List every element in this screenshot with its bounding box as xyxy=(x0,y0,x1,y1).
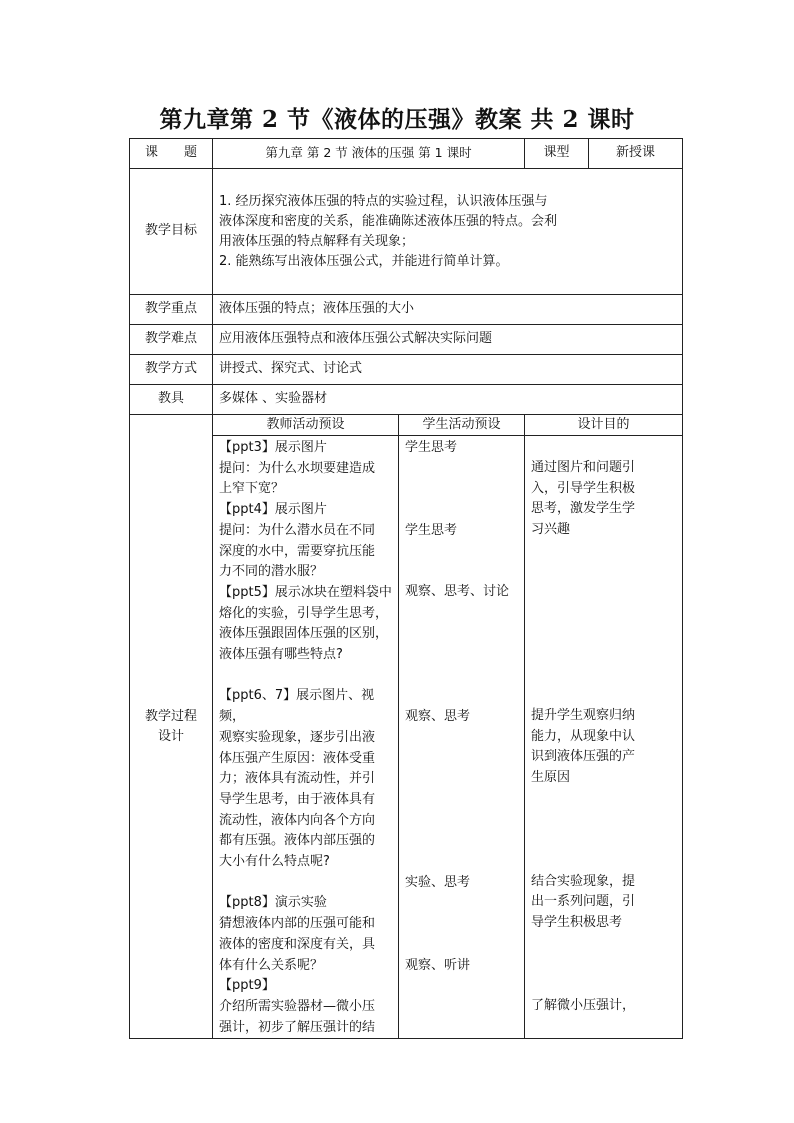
purpose-column xyxy=(525,436,683,1039)
student-item: 观察、听讲 xyxy=(405,957,471,973)
tools-text: 多媒体 、实验器材 xyxy=(213,385,683,415)
student-item: 实验、思考 xyxy=(405,874,471,890)
student-item: 学生思考 xyxy=(405,522,458,538)
topic-row xyxy=(130,139,683,169)
key-points-label: 教学重点 xyxy=(130,295,213,325)
purpose-item: 了解微小压强计， xyxy=(531,997,636,1013)
purpose-column-header: 设计目的 xyxy=(525,415,683,436)
type-label: 课型 xyxy=(525,139,589,169)
teacher-activities xyxy=(213,436,399,1039)
difficulties-row xyxy=(130,325,683,355)
tools-row xyxy=(130,385,683,415)
purpose-item: 通过图片和问题引 入，引导学生积极 思考，激发学生学 习兴趣 xyxy=(531,460,636,538)
methods-label: 教学方式 xyxy=(130,355,213,385)
key-points-row xyxy=(130,295,683,325)
type-value: 新授课 xyxy=(589,139,683,169)
student-activities xyxy=(399,436,525,1039)
goals-label: 教学目标 xyxy=(130,169,213,295)
student-item: 学生思考 xyxy=(405,440,458,455)
teacher-block: 【ppt8】演示实验 猜想液体内部的压强可能和 液体的密度和深度有关，具 体有什么关系呢？ 【ppt9】 介绍所需实验器材—微小压 强计，初步了解压强计的结 xyxy=(219,895,376,1035)
goals-text: 1. 经历探究液体压强的特点的实验过程，认识液体压强与 液体深度和密度的关系，能准确陈述液体压强的特点。会利 用液体压强的特点解释有关现象； 2. 能熟练写出液体压强公式，并能进行简单计算。 xyxy=(213,169,683,295)
student-item: 观察、思考、讨论 xyxy=(405,584,510,600)
purpose-item: 提升学生观察归纳 能力，从现象中认 识到液体压强的产 生原因 xyxy=(531,707,636,785)
tools-label: 教具 xyxy=(130,385,213,415)
purpose-item: 结合实验现象，提 出一系列问题，引 导学生积极思考 xyxy=(531,873,636,931)
lesson-plan-table xyxy=(129,138,683,1039)
process-header-row xyxy=(130,415,683,436)
student-column-header: 学生活动预设 xyxy=(399,415,525,436)
teacher-column-header: 教师活动预设 xyxy=(213,415,399,436)
teacher-block: 【ppt6、7】展示图片、视频， 观察实验现象，逐步引出液 体压强产生原因：液体受重 力；液体具有流动性，并引 导学生思考，由于液体具有 流动性，液体内向各个方向 都有压强。液体内部压强的 大小有什么特点呢? xyxy=(219,688,376,870)
goals-row xyxy=(130,169,683,295)
teacher-block: 【ppt3】展示图片 提问：为什么水坝要建造成 上窄下宽？ 【ppt4】展示图片 提问：为什么潜水员在不同 深度的水中，需要穿抗压能 力不同的潜水服？ 【ppt5】展示冰块在塑料袋中 熔化的实验，引导学生思考， 液体压强跟固体压强的区别， 液体压强有哪些特点? xyxy=(219,440,392,663)
methods-row xyxy=(130,355,683,385)
topic-value: 第九章 第 2 节 液体的压强 第 1 课时 xyxy=(213,139,525,169)
difficulties-label: 教学难点 xyxy=(130,325,213,355)
page-title: 第九章第 2 节《液体的压强》教案 共 2 课时 xyxy=(159,106,635,133)
process-label: 教学过程 设计 xyxy=(130,415,213,1039)
student-item: 观察、思考 xyxy=(405,709,471,725)
difficulties-text: 应用液体压强特点和液体压强公式解决实际问题 xyxy=(213,325,683,355)
process-body-row xyxy=(130,436,683,1039)
methods-text: 讲授式、探究式、讨论式 xyxy=(213,355,683,385)
topic-label: 课 题 xyxy=(130,139,213,169)
key-points-text: 液体压强的特点；液体压强的大小 xyxy=(213,295,683,325)
